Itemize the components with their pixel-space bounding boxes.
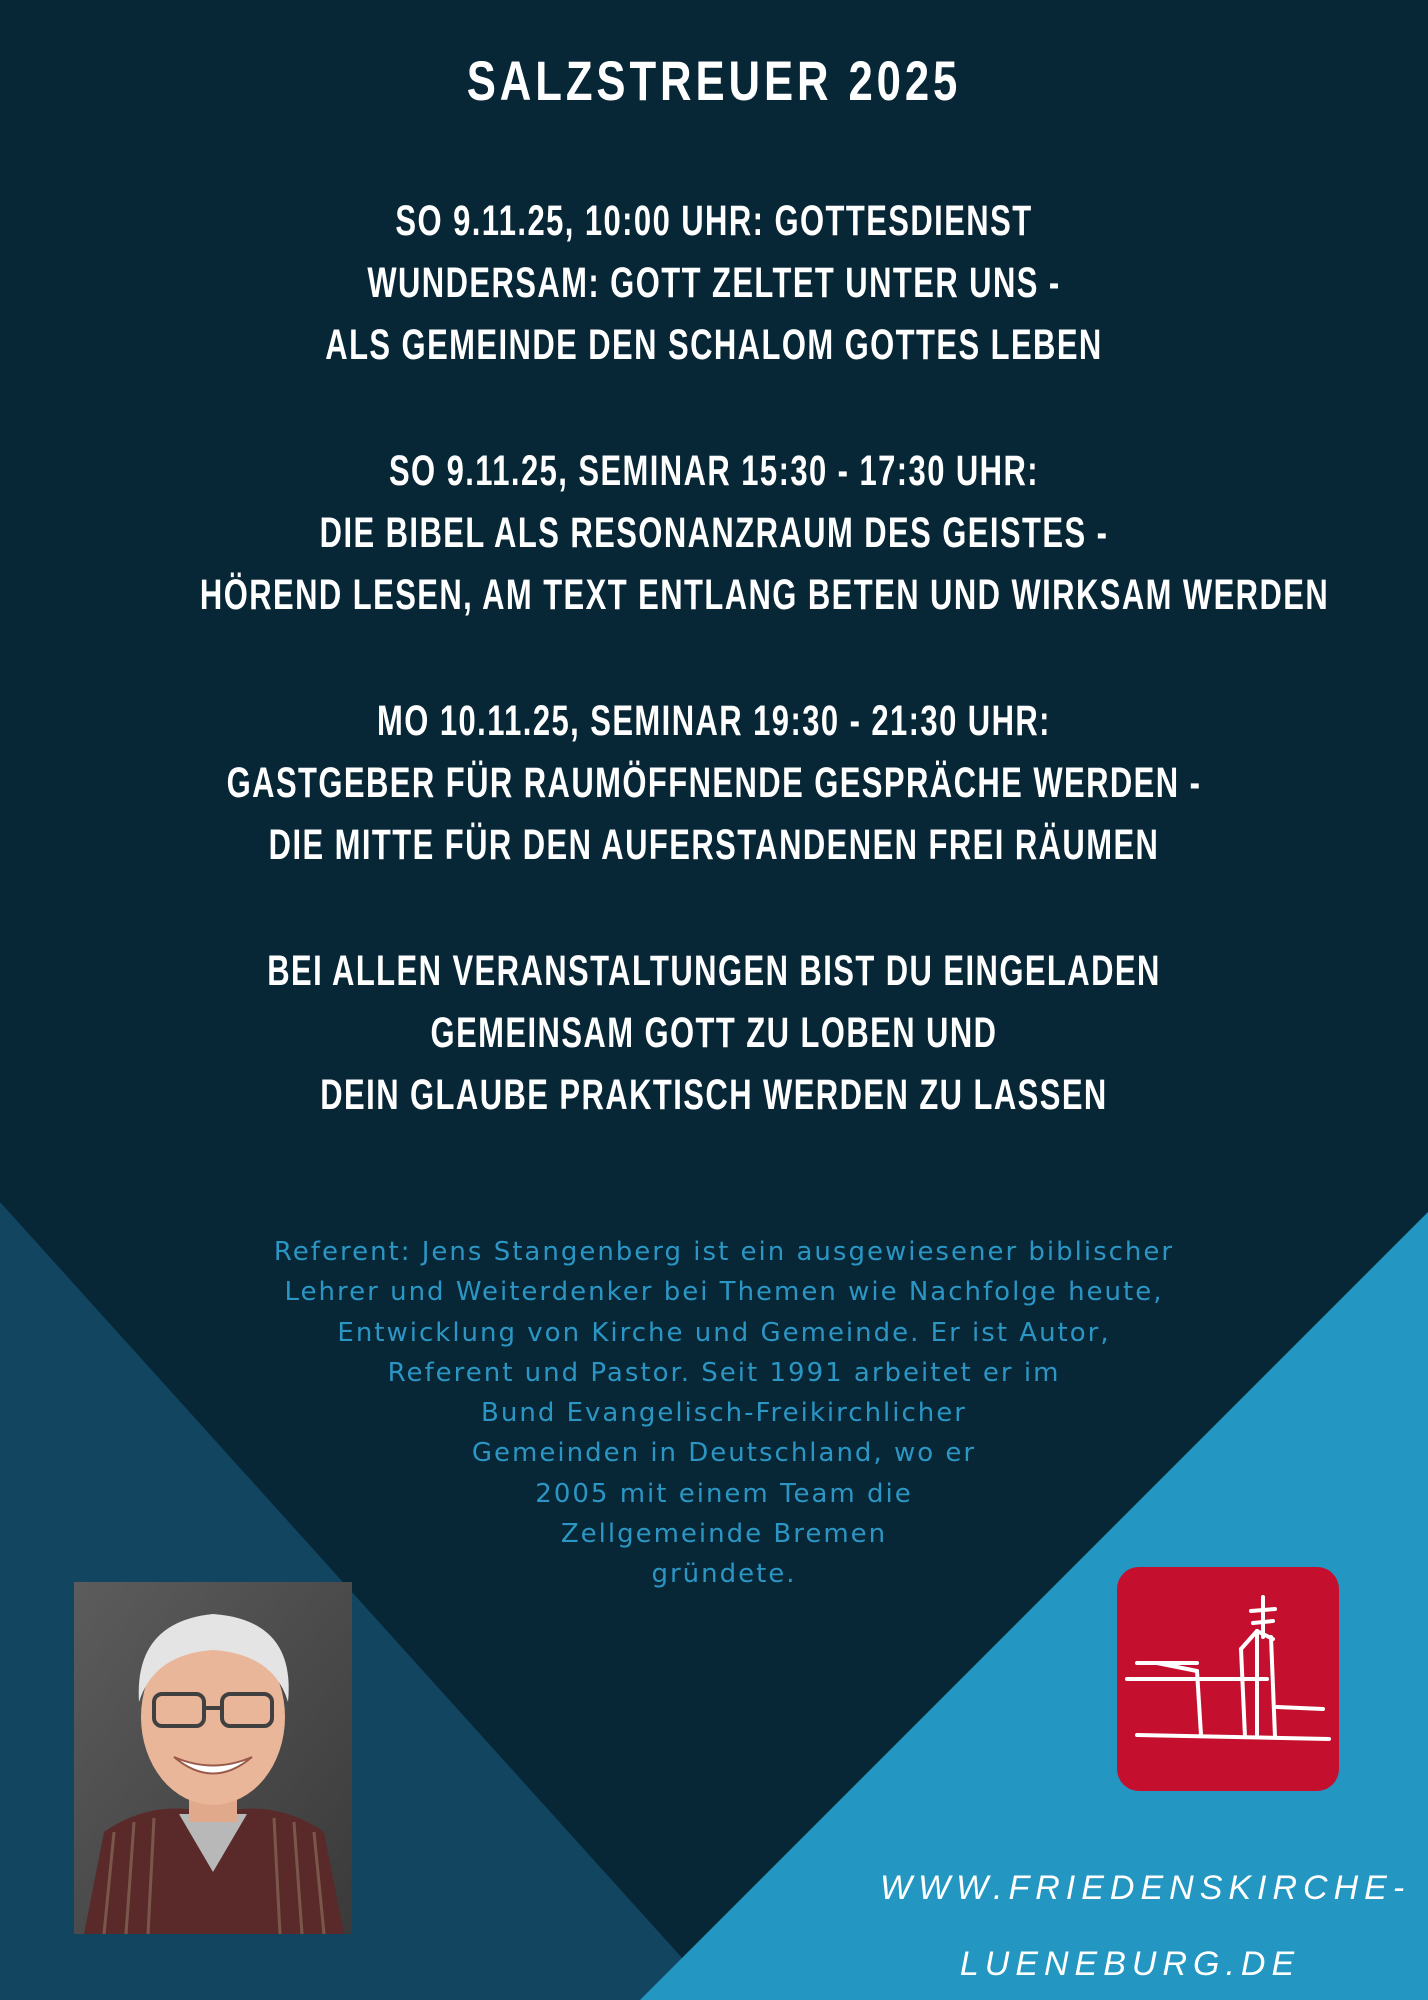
bio-line: gründete. <box>651 1559 797 1590</box>
website-url[interactable] <box>880 1850 1411 2000</box>
bio-line: Referent: Jens Stangenberg ist ein ausgewiesener biblischer <box>273 1237 1175 1267</box>
bio-line: Referent und Pastor. Seit 1991 arbeitet er im <box>387 1357 1061 1388</box>
event-line: MO 10.11.25, SEMINAR 19:30 - 21:30 UHR: <box>377 697 1051 745</box>
bio-line: Zellgemeinde Bremen <box>560 1519 888 1550</box>
event-line: DIE BIBEL ALS RESONANZRAUM DES GEISTES - <box>319 509 1109 557</box>
church-building-icon <box>1117 1567 1339 1791</box>
invitation-line: BEI ALLEN VERANSTALTUNGEN BIST DU EINGELADEN <box>267 947 1161 995</box>
church-logo <box>1117 1567 1339 1791</box>
event-line: ALS GEMEINDE DEN SCHALOM GOTTES LEBEN <box>325 321 1103 369</box>
url-line-1[interactable]: WWW.FRIEDENSKIRCHE- <box>880 1869 1411 1907</box>
speaker-photo <box>74 1582 352 1934</box>
event-line: DIE MITTE FÜR DEN AUFERSTANDENEN FREI RÄUMEN <box>268 821 1160 869</box>
event-block-sunday-service <box>0 190 1428 376</box>
speaker-portrait-illustration <box>74 1582 352 1934</box>
event-list <box>0 190 1428 1190</box>
bio-line: Gemeinden in Deutschland, wo er <box>471 1438 977 1469</box>
event-line: GASTGEBER FÜR RAUMÖFFNENDE GESPRÄCHE WERDEN - <box>226 759 1202 807</box>
event-line: SO 9.11.25, SEMINAR 15:30 - 17:30 UHR: <box>388 447 1040 495</box>
bio-line: Bund Evangelisch-Freikirchlicher <box>481 1398 967 1429</box>
invitation-block <box>0 940 1428 1126</box>
event-line: WUNDERSAM: GOTT ZELTET UNTER UNS - <box>367 259 1061 307</box>
event-block-monday-seminar <box>0 690 1428 876</box>
url-line-2[interactable]: LUENEBURG.DE <box>959 1945 1301 1983</box>
event-line: HÖREND LESEN, AM TEXT ENTLANG BETEN UND WIRKSAM WERDEN <box>199 571 1330 619</box>
invitation-line: GEMEINSAM GOTT ZU LOBEN UND <box>430 1009 998 1057</box>
event-block-sunday-seminar <box>0 440 1428 626</box>
bio-line: Entwicklung von Kirche und Gemeinde. Er ist Autor, <box>337 1317 1111 1348</box>
bio-line: Lehrer und Weiterdenker bei Themen wie Nachfolge heute, <box>284 1277 1164 1308</box>
bio-line: 2005 mit einem Team die <box>535 1478 913 1509</box>
speaker-bio <box>200 1232 1248 1595</box>
event-line: SO 9.11.25, 10:00 UHR: GOTTESDIENST <box>395 197 1033 245</box>
page-title: SALZSTREUER 2025 <box>466 49 962 112</box>
invitation-line: DEIN GLAUBE PRAKTISCH WERDEN ZU LASSEN <box>320 1071 1108 1119</box>
